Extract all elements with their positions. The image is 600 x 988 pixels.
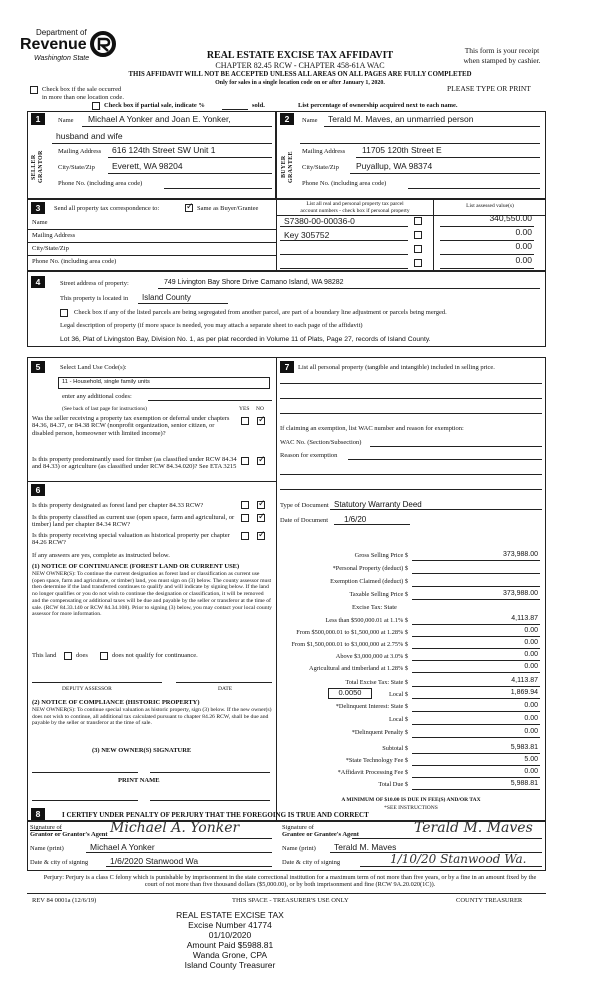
delinquent-state-label: *Delinquent Interest: State $ [335,703,408,710]
land-does-label: does [76,652,88,659]
assessed-4[interactable]: 0.00 [515,255,532,265]
buyer-mailing-label: Mailing Address [302,148,346,155]
doc-type-label: Type of Document [280,502,329,509]
buyer-city-value[interactable]: Puyallup, WA 98374 [356,161,433,171]
buyer-phone-label: Phone No. (including area code) [302,180,387,187]
exemption-note: If claiming an exemption, list WAC number and reason for exemption: [280,425,464,432]
assessed-2[interactable]: 0.00 [515,227,532,237]
seller-name-label: Name [58,117,74,124]
legal-label: Legal description of property (if more space is needed, you may attach a separate sheet to each page of the affidavit) [60,322,363,329]
street-label: Street address of property: [60,280,129,287]
seller-name-value-2[interactable]: husband and wife [56,131,123,141]
parcel-1-personal-checkbox[interactable] [414,217,422,225]
ag-value[interactable]: 0.00 [524,663,538,670]
print-name-label: PRINT NAME [118,777,160,784]
dept-line3: Washington State [34,55,90,62]
penalty-label: *Delinquent Penalty $ [351,729,408,736]
reason-label: Reason for exemption [280,452,338,459]
land-does-not-label: does not qualify for continuance. [112,652,198,659]
partial-sale-sold: sold. [252,102,265,109]
see-instructions-note: *SEE INSTRUCTIONS [384,805,438,811]
street-value[interactable]: 749 Livington Bay Shore Drive Camano Island, WA 98282 [164,279,344,286]
s3-city-label: City/State/Zip [32,245,69,252]
grantor-sig-label-2: Grantor or Grantor's Agent [30,831,108,838]
wac-label: WAC No. (Section/Subsection) [280,439,362,446]
assessed-3[interactable]: 0.00 [515,241,532,251]
new-owner-sig-label: (3) NEW OWNER(S) SIGNATURE [92,747,192,754]
section-6-number: 6 [31,484,45,496]
multi-location-label-2: in more than one location code. [42,94,124,101]
local-rate-value[interactable]: 0.0050 [338,688,362,697]
land-does-not-checkbox[interactable] [100,652,108,660]
revenue-emblem-icon [90,31,116,57]
section-4-number: 4 [31,276,45,288]
local-value[interactable]: 1,869.94 [510,689,538,696]
land-use-value: 11 - Household, single family units [62,379,150,385]
stamp-line-6: Island County Treasurer [184,960,276,971]
s6-q2-yes[interactable] [241,514,249,522]
buyer-name-value[interactable]: Terald M. Maves, an unmarried person [328,114,474,124]
form-date-note: Only for sales in a single location code on or after January 1, 2020. [215,80,385,86]
parcel-1[interactable]: S7380-00-00036-0 [284,216,355,226]
assessed-header: List assessed value(s) [466,203,514,209]
receipt-note-1: This form is your receipt [464,46,540,55]
s6-if-yes: If any answers are yes, complete as instructed below. [32,552,170,559]
notice-2-body: NEW OWNER(S): To continue special valuation as historic property, sign (3) below. If the new owner(s) does not wish to continue, all additional tax calculated pursuant to chapter 84.26 RCW, shall be due and payable by the seller or transferor at the time of sale. [32,707,272,727]
s6-q1-no[interactable] [257,501,265,509]
doc-date-label: Date of Document [280,517,329,524]
legal-value[interactable]: Lot 36, Plat of Livingston Bay, Division No. 1, as per plat recorded in Volume 11 of Plats, Page 27, records of Island County. [60,336,431,343]
delinquent-state-value[interactable]: 0.00 [524,702,538,709]
seller-mailing-value[interactable]: 616 124th Street SW Unit 1 [112,145,216,155]
s5-q1-no[interactable] [257,417,265,425]
segregated-checkbox[interactable] [60,309,68,317]
county-treasurer: COUNTY TREASURER [456,897,523,904]
tech-fee-label: *State Technology Fee $ [345,757,408,764]
treasurer-stamp [150,910,310,970]
s6-q3-yes[interactable] [241,532,249,540]
exemption-label: Exemption Claimed (deduct) $ [330,578,408,585]
land-use-label: Select Land Use Code(s): [60,364,127,371]
grantor-name-value[interactable]: Michael A Yonker [90,842,155,852]
buyer-side-label: BUYER GRANTEE [281,151,294,183]
delinquent-local-label: Local $ [388,716,408,723]
s5-question-2: Is this property predominantly used for timber (as classified under RCW 84.34 and 84.33) or agriculture (as classified under RCW 84.34.020)? See ETA 3215 [32,456,237,471]
stamp-line-3: 01/10/2020 [208,930,252,941]
grantor-date-value[interactable]: 1/6/2020 Stanwood Wa [110,856,199,866]
tier4-value[interactable]: 0.00 [524,651,538,658]
segregated-label: Check box if any of the listed parcels are being segregated from another parcel, are part of a boundary line adjustment or parcels being merged. [74,309,447,316]
seller-side-label: SELLER GRANTOR [31,150,44,184]
ag-label: Agricultural and timberland at 1.28% $ [309,665,408,672]
s6-q1-yes[interactable] [241,501,249,509]
stamp-line-1: REAL ESTATE EXCISE TAX [176,910,284,920]
section-2-number: 2 [280,113,294,125]
tier3-label: From $1,500,000.01 to $3,000,000 at 2.75% $ [291,641,408,648]
grantee-sig-label-1: Signature of [282,824,314,831]
perjury-notice: Perjury: Perjury is a class C felony which is punishable by imprisonment in the state correctional institution for a maximum term of not more than five years, or by a fine in an amount fixed by the court of not more than five thousand dollars ($5,000.00), or by both imprisonment and fine (RCW 9A.20.020(1C)). [43,874,537,889]
section-5-number: 5 [31,361,45,373]
s6-question-2: Is this property classified as current use (open space, farm and agricultural, or timber) land per chapter 84.34 RCW? [32,514,235,529]
s5-no-header: NO [256,406,264,412]
s3-phone-label: Phone No. (including area code) [32,258,117,265]
tier3-value[interactable]: 0.00 [524,639,538,646]
county-value[interactable]: Island County [142,293,191,302]
penalty-value[interactable]: 0.00 [524,728,538,735]
partial-sale-checkbox[interactable] [92,102,100,110]
taxable-value[interactable]: 373,988.00 [502,590,538,597]
total-due-value[interactable]: 5,988.81 [510,780,538,787]
stamp-line-5: Wanda Grone, CPA [192,950,268,961]
deputy-assessor-label: DEPUTY ASSESSOR [62,686,112,692]
doc-type-value[interactable]: Statutory Warranty Deed [334,500,422,509]
send-correspondence-label: Send all property tax correspondence to: [54,205,160,212]
located-label: This property is located in [60,295,129,302]
minimum-note: A MINIMUM OF $10.00 IS DUE IN FEE(S) AND/OR TAX [341,797,481,803]
form-subtitle: CHAPTER 82.45 RCW - CHAPTER 458-61A WAC [215,61,385,70]
grantor-date-label: Date & city of signing [30,859,89,866]
parcel-4-personal-checkbox[interactable] [414,259,422,267]
buyer-mailing-value[interactable]: 11705 120th Street E [362,145,442,155]
grantee-signature[interactable]: Terald M. Maves [414,820,533,836]
s3-mailing-label: Mailing Address [32,232,76,239]
dept-line1: Department of [36,28,87,37]
tech-fee-value[interactable]: 5.00 [524,756,538,763]
partial-sale-label: Check box if partial sale, indicate % [104,102,205,109]
s5-q2-yes[interactable] [241,457,249,465]
stamp-line-2: Excise Number 41774 [188,920,272,931]
parcel-header-1: List all real and personal property tax parcel [306,201,404,207]
grantor-name-label: Name (print) [30,845,64,852]
s5-q2-no[interactable] [257,457,265,465]
land-does-checkbox[interactable] [64,652,72,660]
personal-label: *Personal Property (deduct) $ [332,565,408,572]
multi-location-label-1: Check box if the sale occurred [42,86,122,93]
tier4-label: Above $3,000,000 at 3.0% $ [335,653,408,660]
grantor-signature[interactable]: Michael A. Yonker [110,820,240,836]
total-state-value[interactable]: 4,113.87 [511,677,538,684]
section-1-number: 1 [31,113,45,125]
form-revision: REV 84 0001a (12/6/19) [32,897,97,904]
this-land-label: This land [32,652,57,659]
grantee-date-value[interactable]: 1/10/20 Stanwood Wa. [390,852,527,866]
section-7-number: 7 [280,361,294,373]
grantee-sig-label-2: Grantee or Grantee's Agent [282,831,359,838]
delinquent-local-value[interactable]: 0.00 [524,715,538,722]
s6-question-1: Is this property designated as forest land per chapter 84.33 RCW? [32,502,204,509]
subtotal-value[interactable]: 5,983.81 [510,744,538,751]
seller-city-value[interactable]: Everett, WA 98204 [112,161,183,171]
multi-location-checkbox[interactable] [30,86,38,94]
s6-question-3: Is this property receiving special valuation as historical property per chapter 84.26 RCW? [32,532,230,547]
same-as-buyer-checkbox[interactable] [185,204,193,212]
gross-value[interactable]: 373,988.00 [502,551,538,558]
local-label: Local $ [388,691,408,698]
section-8-number: 8 [31,808,45,820]
s3-name-label: Name [32,219,48,226]
stamp-line-4: Amount Paid $5988.81 [186,940,274,951]
s5-yes-header: YES [239,406,250,412]
excise-state-label: Excise Tax: State [352,604,397,611]
section-3-number: 3 [31,202,45,214]
total-state-label: Total Excise Tax: State $ [345,679,408,686]
notice-2-title: (2) NOTICE OF COMPLIANCE (HISTORIC PROPERTY) [32,699,200,706]
seller-mailing-label: Mailing Address [58,148,102,155]
total-due-label: Total Due $ [378,781,408,788]
parcel-2[interactable]: Key 305752 [284,230,330,240]
grantee-name-value[interactable]: Terald M. Maves [334,842,397,852]
receipt-note-2: when stamped by cashier. [463,56,541,65]
tier2-value[interactable]: 0.00 [524,627,538,634]
taxable-label: Taxable Selling Price $ [349,591,408,598]
type-or-print: PLEASE TYPE OR PRINT [447,84,531,93]
treasurer-space: THIS SPACE - TREASURER'S USE ONLY [232,897,349,904]
notice-1-body: NEW OWNER(S): To continue the current designation as forest land or classification as current use (open space, farm and agriculture, or timber) land, you must sign on (3) below. The county assessor must then determine if the land transferred continues to qualify and will indicate by signing below. If the land no longer qualifies or you do not wish to continue the designation or classification, it will be removed and the compensating or additional taxes will be due and payable by the seller or transferor at the time of sale. (RCW 84.33.140 or RCW 84.34.108). Prior to signing (3) below, you may contact your local county assessor for more information. [32,571,272,618]
department-logo [20,28,130,74]
seller-name-value[interactable]: Michael A Yonker and Joan E. Yonker, [88,114,231,124]
s6-q2-no[interactable] [257,514,265,522]
certify-statement: I CERTIFY UNDER PENALTY OF PERJURY THAT THE FOREGOING IS TRUE AND CORRECT [62,811,369,819]
form-title: REAL ESTATE EXCISE TAX AFFIDAVIT [206,50,394,61]
doc-date-value[interactable]: 1/6/20 [344,515,367,524]
parcel-3-personal-checkbox[interactable] [414,245,422,253]
seller-phone-label: Phone No. (including area code) [58,180,143,187]
parcel-2-personal-checkbox[interactable] [414,231,422,239]
affidavit-fee-label: *Affidavit Processing Fee $ [337,769,408,776]
list-personal-label: List all personal property (tangible and intangible) included in selling price. [298,364,495,371]
dept-line2: Revenue [20,36,87,53]
assessed-1[interactable]: 340,550.00 [489,213,532,223]
same-as-buyer-label: Same as Buyer/Grantee [197,205,259,212]
assessor-date-label: DATE [218,686,233,692]
seller-city-label: City/State/Zip [58,164,95,171]
buyer-city-label: City/State/Zip [302,164,339,171]
s5-q1-yes[interactable] [241,417,249,425]
affidavit-fee-value[interactable]: 0.00 [524,768,538,775]
ownership-note: List percentage of ownership acquired next to each name. [298,102,458,109]
gross-label: Gross Selling Price $ [354,552,408,559]
tier2-label: From $500,000.01 to $1,500,000 at 1.28% $ [296,629,408,636]
tier1-label: Less than $500,000.01 at 1.1% $ [325,617,408,624]
notice-1-title: (1) NOTICE OF CONTINUANCE (FOREST LAND OR CURRENT USE) [32,563,240,570]
see-back-label: (See back of last page for instructions) [62,406,147,412]
grantee-name-label: Name (print) [282,845,316,852]
s6-q3-no[interactable] [257,532,265,540]
parcel-header-2: account numbers - check box if personal property [300,208,410,214]
s5-question-1: Was the seller receiving a property tax exemption or deferral under chapters 84.36, 84.37, or 84.38 RCW (nonprofit organization, senior citizen, or disabled person, homeowner with limited income)? [32,415,230,437]
grantor-sig-label-1: Signature of [30,824,62,831]
grantee-date-label: Date & city of signing [282,859,341,866]
additional-codes-label: enter any additional codes: [62,393,132,400]
tier1-value[interactable]: 4,113.87 [511,615,538,622]
buyer-name-label: Name [302,117,318,124]
form-warning: THIS AFFIDAVIT WILL NOT BE ACCEPTED UNLESS ALL AREAS ON ALL PAGES ARE FULLY COMPLETED [128,71,472,78]
subtotal-label: Subtotal $ [382,745,408,752]
